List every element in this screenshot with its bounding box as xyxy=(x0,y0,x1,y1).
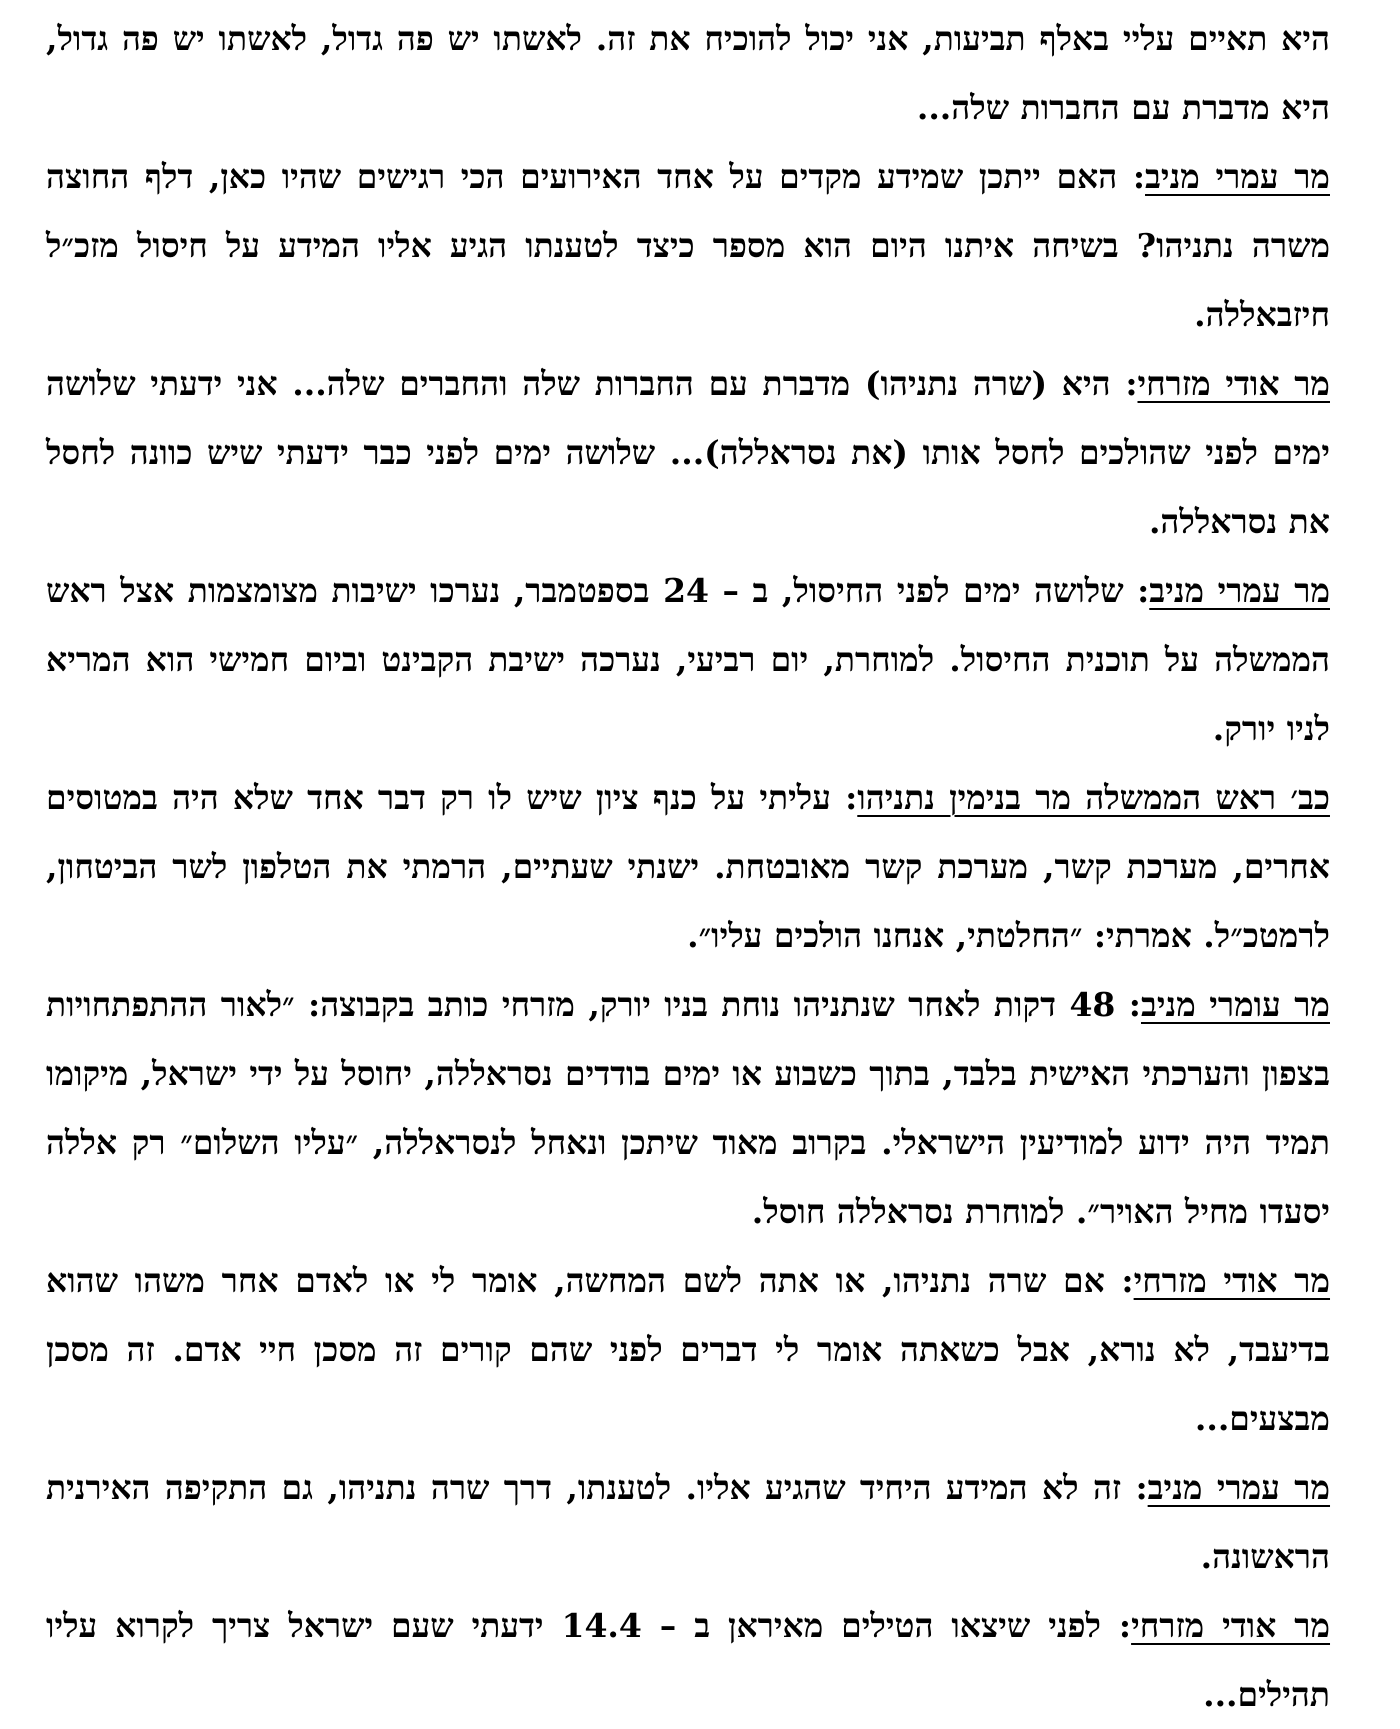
paragraph-text: : האם ייתכן שמידע מקדים על אחד האירועים הכי רגישים שהיו כאן, דלף החוצה משרה נתניהו? בשיחה איתנו היום הוא מספר כיצד לטענתו הגיע אליו המידע על חיסול מזכ״ל חיזבאללה. xyxy=(46,157,1330,334)
speaker-name: מר עמרי מניב xyxy=(1149,571,1330,610)
transcript-paragraph xyxy=(46,763,1330,970)
transcript-paragraph xyxy=(46,349,1330,556)
paragraph-text: : שלושה ימים לפני החיסול, ב – 24 בספטמבר, נערכו ישיבות מצומצמות אצל ראש הממשלה על תוכנית החיסול. למוחרת, יום רביעי, נערכה ישיבת הקבינט וביום חמישי הוא המריא לניו יורק. xyxy=(46,571,1330,748)
speaker-name: מר אודי מזרחי xyxy=(1137,364,1330,403)
paragraph-text: : עליתי על כנף ציון שיש לו רק דבר אחד שלא היה במטוסים אחרים, מערכת קשר, מערכת קשר מאובטחת. ישנתי שעתיים, הרמתי את הטלפון לשר הביטחון, לרמטכ״ל. אמרתי: ״החלטתי, אנחנו הולכים עליו״. xyxy=(46,778,1330,955)
paragraph-text: : היא (שרה נתניהו) מדברת עם החברות שלה והחברים שלה... אני ידעתי שלושה ימים לפני שהולכים לחסל אותו (את נסראללה)... שלושה ימים לפני כבר ידעתי שיש כוונה לחסל את נסראללה. xyxy=(46,364,1330,541)
speaker-name: מר עמרי מניב xyxy=(1145,157,1330,196)
paragraph-text: היא תאיים עליי באלף תביעות, אני יכול להוכיח את זה. לאשתו יש פה גדול, לאשתו יש פה גדול, היא מדברת עם החברות שלה... xyxy=(46,19,1330,127)
transcript-paragraph xyxy=(46,556,1330,763)
transcript-paragraph xyxy=(46,4,1330,142)
transcript-paragraph xyxy=(46,1591,1330,1729)
paragraph-text: : לפני שיצאו הטילים מאיראן ב – 14.4 ידעתי שעם ישראל צריך לקרוא עליו תהילים... xyxy=(46,1606,1330,1714)
speaker-name: מר עומרי מניב xyxy=(1140,985,1330,1024)
transcript-paragraph xyxy=(46,1246,1330,1453)
transcript-paragraph xyxy=(46,1453,1330,1591)
paragraph-text: : אם שרה נתניהו, או אתה לשם המחשה, אומר לי או לאדם אחר משהו שהוא בדיעבד, לא נורא, אבל כשאתה אומר לי דברים לפני שהם קורים זה מסכן חיי אדם. זה מסכן מבצעים... xyxy=(46,1261,1330,1438)
transcript-paragraph xyxy=(46,142,1330,349)
speaker-name: מר אודי מזרחי xyxy=(1133,1261,1331,1300)
paragraph-text: : 48 דקות לאחר שנתניהו נוחת בניו יורק, מזרחי כותב בקבוצה: ״לאור ההתפתחויות בצפון והערכתי האישית בלבד, בתוך כשבוע או ימים בודדים נסראללה, יחוסל על ידי ישראל, מיקומו תמיד היה ידוע למודיעין הישראלי. בקרוב מאוד שיתכן ונאחל לנסראללה, ״עליו השלום״ רק אללה יסעדו מחיל האויר״. למוחרת נסראללה חוסל. xyxy=(46,985,1330,1231)
speaker-name: מר עמרי מניב xyxy=(1147,1468,1331,1507)
speaker-name: מר אודי מזרחי xyxy=(1131,1606,1331,1645)
paragraph-text: : זה לא המידע היחיד שהגיע אליו. לטענתו, דרך שרה נתניהו, גם התקיפה האירנית הראשונה. xyxy=(46,1468,1330,1576)
transcript-paragraph xyxy=(46,970,1330,1246)
speaker-name: כב׳ ראש הממשלה מר בנימין נתניהו xyxy=(857,778,1330,817)
